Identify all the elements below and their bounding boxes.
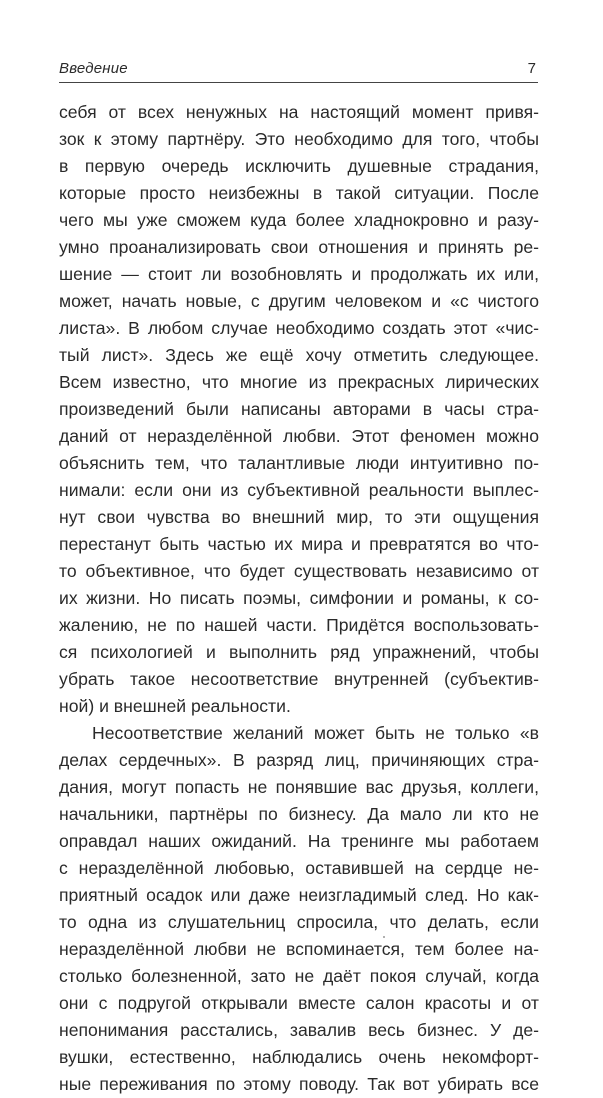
- running-header: [59, 60, 538, 83]
- text-line: которые просто неизбежны в такой ситуации. После: [59, 183, 539, 203]
- paragraph-1: [59, 99, 539, 720]
- text-line: ной) и внешней реальности.: [59, 696, 291, 716]
- text-line: умно проанализировать свои отношения и принять ре-: [59, 237, 539, 257]
- text-line: даний от неразделённой любви. Этот феномен можно: [59, 426, 539, 446]
- text-line: листа». В любом случае необходимо создать этот «чис-: [59, 318, 539, 338]
- text-line: неразделённой любви не вспоминается, тем более на-: [59, 939, 539, 959]
- text-line: делах сердечных». В разряд лиц, причиняющих стра-: [59, 750, 539, 770]
- text-line: оправдал наших ожиданий. На тренинге мы работаем: [59, 831, 539, 851]
- text-line: объяснить тем, что талантливые люди интуитивно по-: [59, 453, 539, 473]
- text-line: дания, могут попасть не понявшие вас друзья, коллеги,: [59, 777, 539, 797]
- text-line: начальники, партнёры по бизнесу. Да мало ли кто не: [59, 804, 539, 824]
- text-line: убрать такое несоответствие внутренней (субъектив-: [59, 669, 539, 689]
- text-line: нут свои чувства во внешний мир, то эти ощущения: [59, 507, 539, 527]
- text-line: чего мы уже сможем куда более хладнокровно и разу-: [59, 210, 539, 230]
- text-line: то одна из слушательниц спросила, что делать, если: [59, 912, 539, 932]
- text-line: в первую очередь исключить душевные страдания,: [59, 156, 539, 176]
- text-line: перестанут быть частью их мира и превратятся во что-: [59, 534, 539, 554]
- text-line: зок к этому партнёру. Это необходимо для того, чтобы: [59, 129, 539, 149]
- text-line: вушки, естественно, наблюдались очень некомфорт-: [59, 1047, 539, 1067]
- text-line: шение — стоит ли возобновлять и продолжать их или,: [59, 264, 539, 284]
- print-speck: [383, 936, 385, 938]
- text-line: ные переживания по этому поводу. Так вот убирать все: [59, 1074, 539, 1094]
- paragraph-2: [59, 720, 539, 1098]
- text-line: непонимания расстались, завалив весь бизнес. У де-: [59, 1020, 539, 1040]
- text-line: себя от всех ненужных на настоящий момент привя-: [59, 102, 539, 122]
- text-line: Несоответствие желаний может быть не только «в: [92, 723, 539, 743]
- text-line: с неразделённой любовью, оставившей на сердце не-: [59, 858, 539, 878]
- text-line: они с подругой открывали вместе салон красоты и от: [59, 993, 539, 1013]
- text-line: столько болезненной, зато не даёт покоя случай, когда: [59, 966, 539, 986]
- section-title: Введение: [59, 60, 128, 77]
- text-line: жалению, не по нашей части. Придётся воспользовать-: [59, 615, 539, 635]
- body-text: [59, 99, 539, 1098]
- page-number: 7: [527, 60, 536, 77]
- text-line: их жизни. Но писать поэмы, симфонии и романы, к со-: [59, 588, 539, 608]
- text-line: ся психологией и выполнить ряд упражнений, чтобы: [59, 642, 539, 662]
- text-line: тый лист». Здесь же ещё хочу отметить следующее.: [59, 345, 539, 365]
- text-line: Всем известно, что многие из прекрасных лирических: [59, 372, 539, 392]
- text-line: приятный осадок или даже неизгладимый след. Но как-: [59, 885, 539, 905]
- text-line: нимали: если они из субъективной реальности выплес-: [59, 480, 539, 500]
- text-line: то объективное, что будет существовать независимо от: [59, 561, 539, 581]
- text-line: произведений были написаны авторами в часы стра-: [59, 399, 539, 419]
- text-line: может, начать новые, с другим человеком и «с чистого: [59, 291, 539, 311]
